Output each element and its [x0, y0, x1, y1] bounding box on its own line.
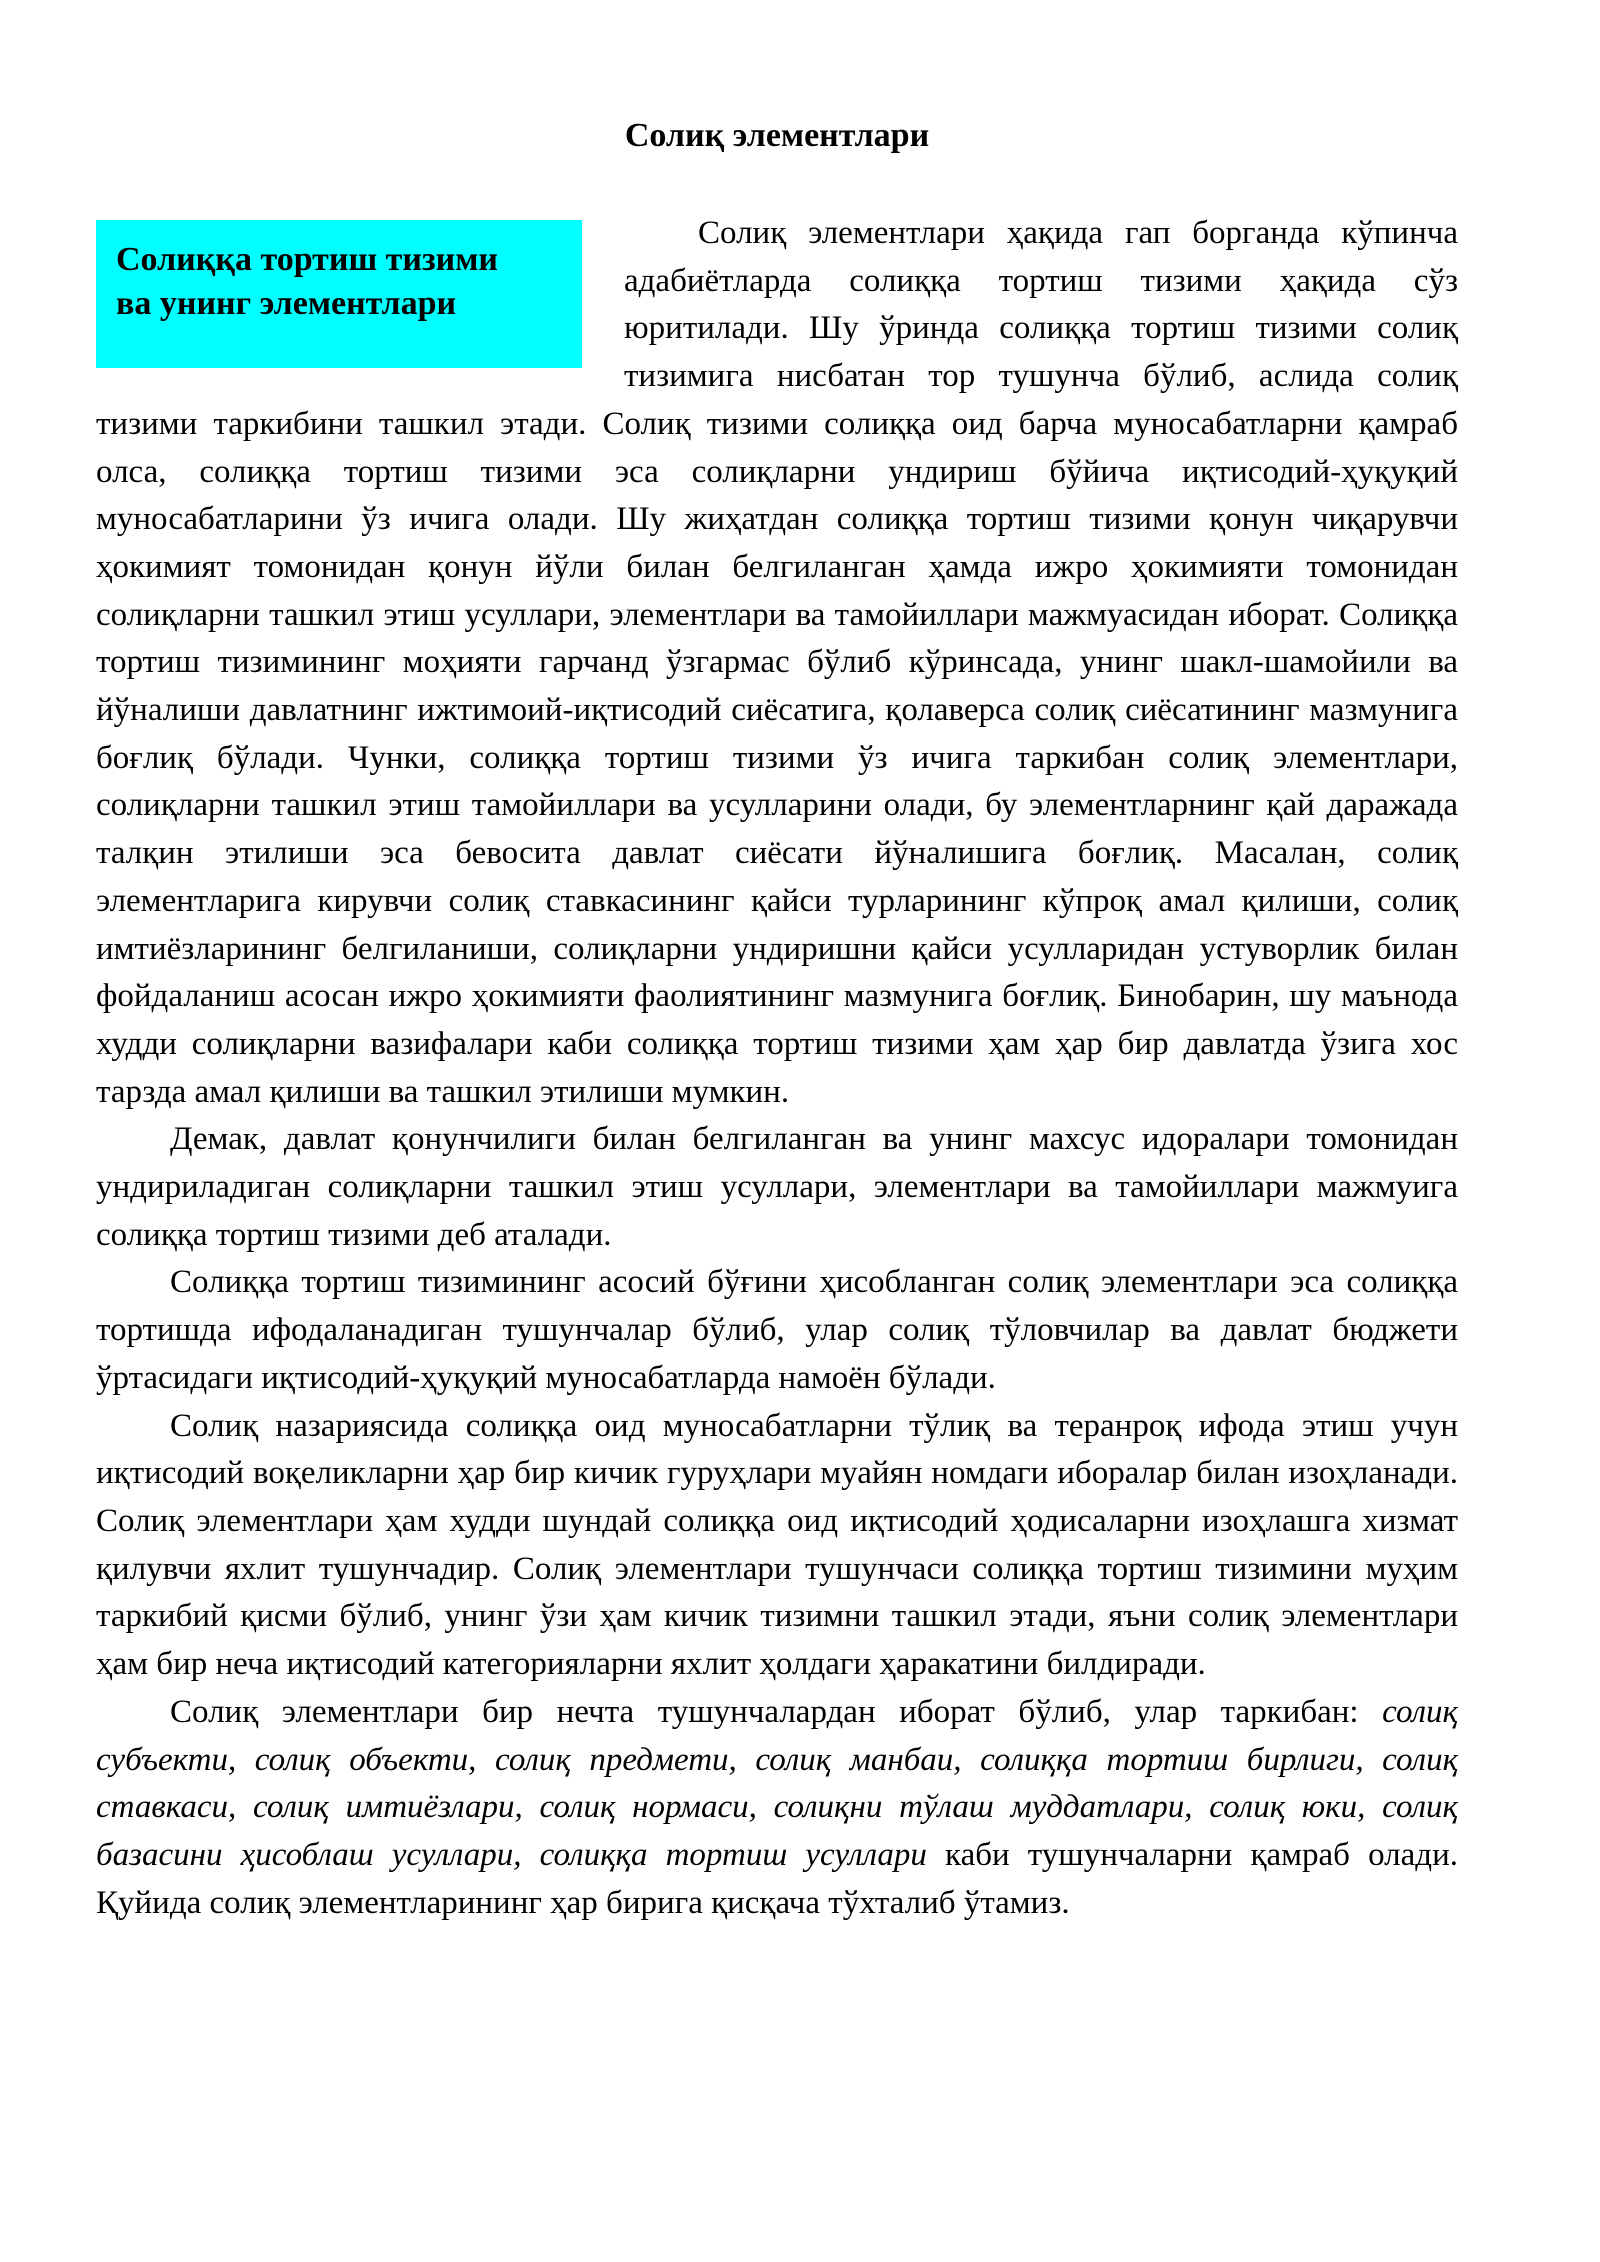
- paragraph-1: [96, 210, 1458, 1116]
- paragraph-4: Солиқ назариясида солиққа оид муносабатларни тўлиқ ва теранроқ ифода этиш учун иқтисодий воқеликларни ҳар бир кичик гуруҳлари муайян номдаги иборалар билан изоҳланади. Солиқ элементлари ҳам худди шундай солиққа оид иқтисодий ҳодисаларни изоҳлашга хизмат қилувчи яхлит тушунчадир. Солиқ элементлари тушунчаси солиққа тортиш тизимини муҳим таркибий қисми бўлиб, унинг ўзи ҳам кичик тизимни ташкил этади, яъни солиқ элементлари ҳам бир неча иқтисодий категорияларни яхлит ҳолдаги ҳаракатини билдиради.: [96, 1407, 1458, 1683]
- sidebar-heading-box: [96, 220, 582, 368]
- sidebar-heading-line-2: ва унинг элементлари: [116, 285, 457, 322]
- document-body: [96, 210, 1458, 1927]
- paragraph-5-outro: каби тушунчаларни қамраб олади. Қуйида солиқ элементларининг ҳар бирига қисқача тўхталиб ўтамиз.: [96, 1836, 1458, 1921]
- sidebar-heading-line-1: Солиққа тортиш тизими: [116, 241, 498, 278]
- paragraph-5: [96, 1689, 1458, 1928]
- paragraph-3: Солиққа тортиш тизимининг асосий бўғини ҳисобланган солиқ элементлари эса солиққа тортишда ифодаланадиган тушунчалар бўлиб, улар солиқ тўловчилар ва давлат бюджети ўртасидаги иқтисодий-ҳуқуқий муносабатларда намоён бўлади.: [96, 1264, 1458, 1396]
- paragraph-5-intro: Солиқ элементлари бир нечта тушунчалардан иборат бўлиб, улар таркибан:: [170, 1693, 1383, 1730]
- document-title: Солиқ элементлари: [624, 117, 930, 154]
- paragraph-5-italic-terms: солиқ субъекти, солиқ объекти, солиқ предмети, солиқ манбаи, солиққа тортиш бирлиги, солиқ ставкаси, солиқ имтиёзлари, солиқ нормаси, солиқни тўлаш муддатлари, солиқ юки, солиқ базасини ҳисоблаш усуллари, солиққа тортиш усуллари: [96, 1693, 1458, 1873]
- paragraph-1-text: Солиқ элементлари ҳақида гап борганда кўпинча адабиётларда солиққа тортиш тизими ҳақида сўз юритилади. Шу ўринда солиққа тортиш тизими солиқ тизимига нисбатан тор тушунча бўлиб, аслида солиқ тизими таркибини ташкил этади. Солиқ тизими солиққа оид барча муносабатларни қамраб олса, солиққа тортиш тизими эса солиқларни ундириш бўйича иқтисодий-ҳуқуқий муносабатларини ўз ичига олади. Шу жиҳатдан солиққа тортиш тизими қонун чиқарувчи ҳокимият томонидан қонун йўли билан белгиланган ҳамда ижро ҳокимияти томонидан солиқларни ташкил этиш усуллари, элементлари ва тамойиллари мажмуасидан иборат. Солиққа тортиш тизимининг моҳияти гарчанд ўзгармас бўлиб кўринсада, унинг шакл-шамойили ва йўналиши давлатнинг ижтимоий-иқтисодий сиёсатига, қолаверса солиқ сиёсатининг мазмунига боғлиқ бўлади. Чунки, солиққа тортиш тизими ўз ичига таркибан солиқ элементлари, солиқларни ташкил этиш тамойиллари ва усулларини олади, бу элементларнинг қай даражада талқин этилиши эса бевосита давлат сиёсати йўналишига боғлиқ. Масалан, солиқ элементларига кирувчи солиқ ставкасининг қайси турларининг кўпроқ амал қилиши, солиқ имтиёзларининг белгиланиши, солиқларни ундиришни қайси усулларидан устуворлик билан фойдаланиш асосан ижро ҳокимияти фаолиятининг мазмунига боғлиқ. Бинобарин, шу маънода худди солиқларни вазифалари каби солиққа тортиш тизими ҳам ҳар бир давлатда ўзига хос тарзда амал қилиши ва ташкил этилиши мумкин.: [96, 215, 1458, 1110]
- paragraph-2: Демак, давлат қонунчилиги билан белгиланган ва унинг махсус идоралари томонидан ундириладиган солиқларни ташкил этиш усуллари, элементлари ва тамойиллари мажмуига солиққа тортиш тизими деб аталади.: [96, 1121, 1458, 1253]
